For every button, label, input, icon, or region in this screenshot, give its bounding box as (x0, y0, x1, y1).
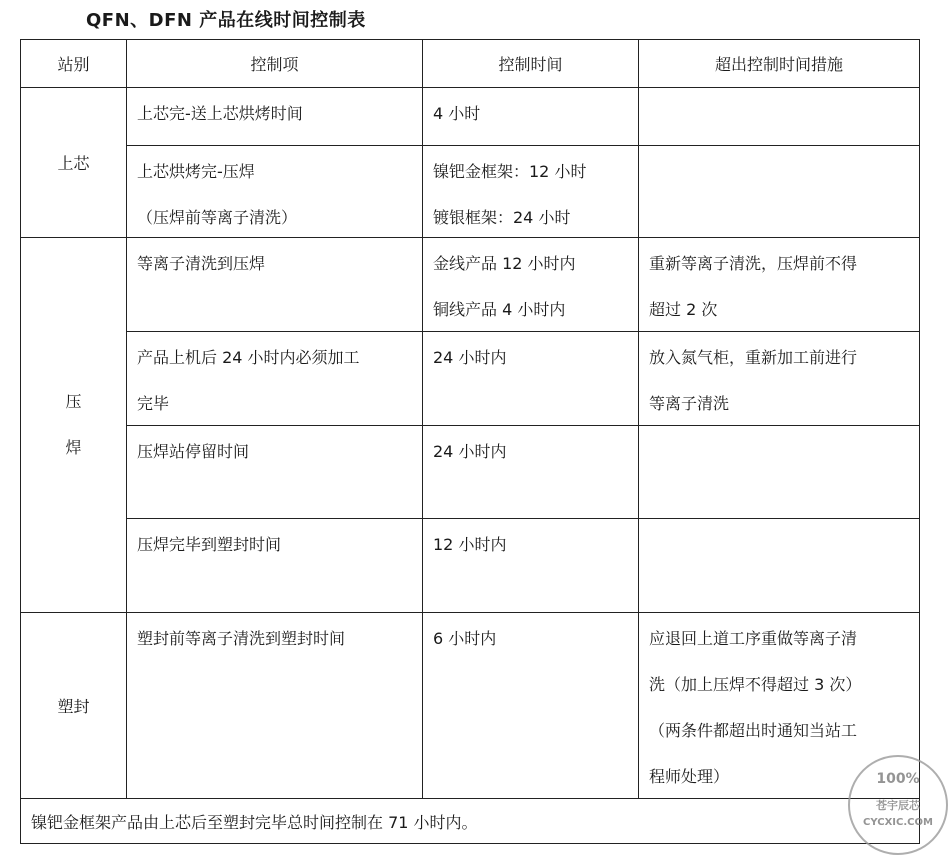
measure-cell: 应退回上道工序重做等离子清 洗（加上压焊不得超过 3 次） （两条件都超出时通知当站工 程师处理） (639, 613, 920, 799)
table-row (21, 238, 920, 332)
table-row (21, 613, 920, 799)
control-time-cell: 24 小时内 (423, 332, 639, 426)
table-row (21, 146, 920, 238)
control-item-cell: 塑封前等离子清洗到塑封时间 (127, 613, 423, 799)
measure-cell (639, 88, 920, 146)
table-row (21, 88, 920, 146)
control-time-cell: 6 小时内 (423, 613, 639, 799)
measure-cell (639, 146, 920, 238)
control-item-cell: 压焊完毕到塑封时间 (127, 519, 423, 613)
control-table (20, 39, 920, 844)
station-cell (21, 613, 127, 799)
table-row (21, 332, 920, 426)
footer-note: 镍钯金框架产品由上芯后至塑封完毕总时间控制在 71 小时内。 (21, 799, 920, 844)
station-cell (21, 238, 127, 613)
footer-note-row (21, 799, 920, 844)
table-row (21, 519, 920, 613)
measure-cell: 重新等离子清洗，压焊前不得 超过 2 次 (639, 238, 920, 332)
measure-cell: 放入氮气柜，重新加工前进行 等离子清洗 (639, 332, 920, 426)
header-control-time: 控制时间 (423, 40, 639, 88)
control-item-cell: 产品上机后 24 小时内必须加工 完毕 (127, 332, 423, 426)
header-station: 站别 (21, 40, 127, 88)
measure-cell (639, 519, 920, 613)
control-item-cell: 上芯烘烤完-压焊 （压焊前等离子清洗） (127, 146, 423, 238)
control-time-cell: 4 小时 (423, 88, 639, 146)
control-item-cell: 压焊站停留时间 (127, 426, 423, 519)
measure-cell (639, 426, 920, 519)
control-time-cell: 金线产品 12 小时内 铜线产品 4 小时内 (423, 238, 639, 332)
control-item-cell: 等离子清洗到压焊 (127, 238, 423, 332)
station-label: 上芯 (57, 154, 90, 173)
control-time-cell: 12 小时内 (423, 519, 639, 613)
table-row (21, 426, 920, 519)
control-time-cell: 24 小时内 (423, 426, 639, 519)
station-label: 塑封 (57, 697, 90, 716)
station-label: 压焊 (65, 392, 82, 457)
station-cell (21, 88, 127, 238)
control-time-cell: 镍钯金框架：12 小时 镀银框架：24 小时 (423, 146, 639, 238)
table-title: QFN、DFN 产品在线时间控制表 (86, 10, 366, 31)
header-row (21, 40, 920, 88)
header-measure: 超出控制时间措施 (639, 40, 920, 88)
watermark-stamp: 100% 苍宇辰芯 CYCXIC.COM (848, 755, 948, 855)
header-control-item: 控制项 (127, 40, 423, 88)
control-item-cell: 上芯完-送上芯烘烤时间 (127, 88, 423, 146)
